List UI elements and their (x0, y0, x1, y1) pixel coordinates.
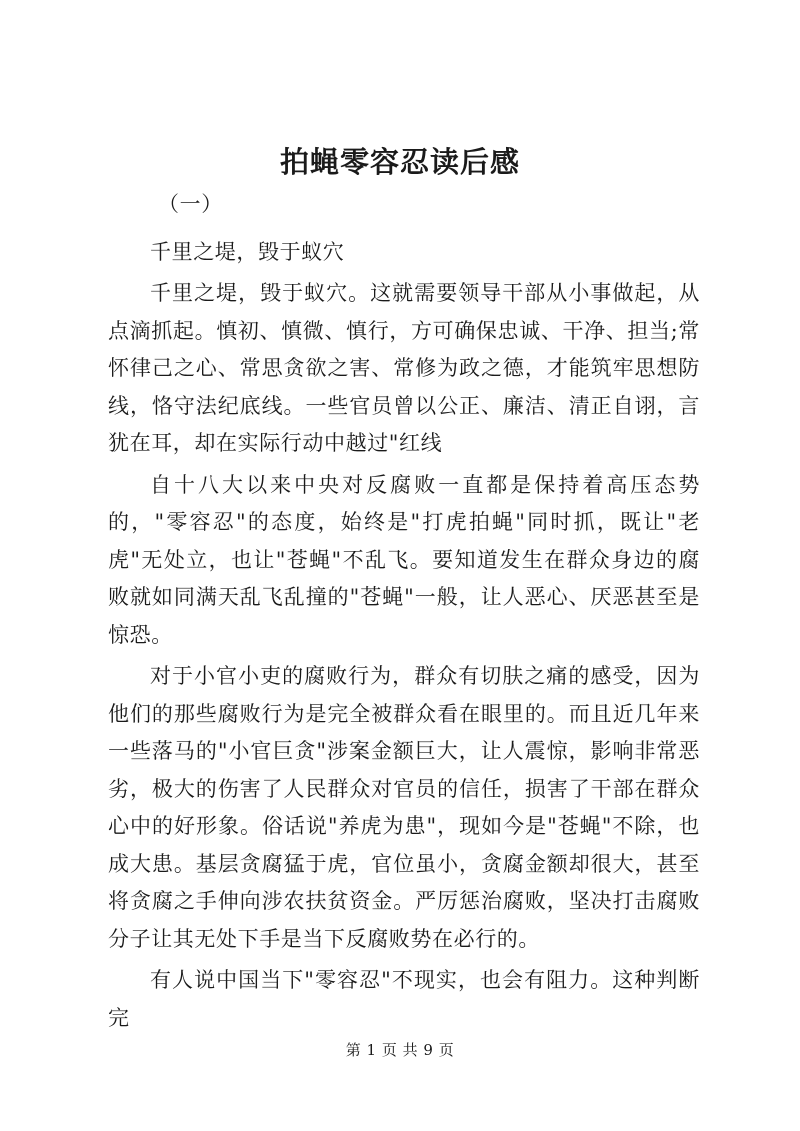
body-paragraph: 自十八大以来中央对反腐败一直都是保持着高压态势的，"零容忍"的态度，始终是"打虎拍蝇"同时抓，既让"老虎"无处立，也让"苍蝇"不乱飞。要知道发生在群众身边的腐败就如同满天乱飞乱撞的"苍蝇"一般，让人恶心、厌恶甚至是惊恐。 (108, 472, 700, 647)
page-footer: 第 1 页 共 9 页 (345, 1041, 455, 1059)
body-paragraph: 有人说中国当下"零容忍"不现实，也会有阻力。这种判断完 (108, 968, 700, 1030)
body-paragraph: 千里之堤，毁于蚁穴。这就需要领导干部从小事做起，从点滴抓起。慎初、慎微、慎行，方可确保忠诚、干净、担当;常怀律己之心、常思贪欲之害、常修为政之德，才能筑牢思想防线，恪守法纪底线。一些官员曾以公正、廉洁、清正自诩，言犹在耳，却在实际行动中越过"红线 (108, 281, 700, 455)
document-body (108, 186, 700, 1037)
document-title: 拍蝇零容忍读后感 (279, 145, 520, 179)
section-label: （一） (158, 192, 223, 216)
body-paragraph: 对于小官小吏的腐败行为，群众有切肤之痛的感受，因为他们的那些腐败行为是完全被群众看在眼里的。而且近几年来一些落马的"小官巨贪"涉案金额巨大，让人震惊，影响非常恶劣，极大的伤害了人民群众对官员的信任，损害了干部在群众心中的好形象。俗话说"养虎为患"，现如今是"苍蝇"不除，也成大患。基层贪腐猛于虎，官位虽小，贪腐金额却很大，甚至将贪腐之手伸向涉农扶贫资金。严厉惩治腐败，坚决打击腐败分子让其无处下手是当下反腐败势在必行的。 (108, 664, 700, 951)
section-subtitle: 千里之堤，毁于蚁穴 (150, 239, 345, 264)
